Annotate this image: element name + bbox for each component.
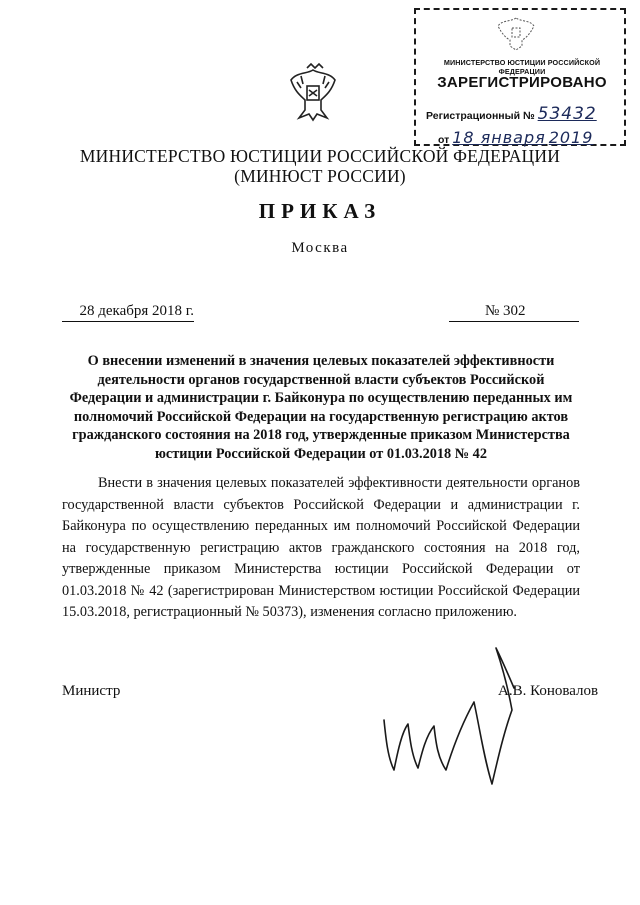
order-date: 28 декабря 2018 г. (62, 303, 194, 322)
stamp-reg-label: Регистрационный № (426, 110, 535, 122)
stamp-registered-label: ЗАРЕГИСТРИРОВАНО (437, 74, 607, 91)
stamp-reg-year: 2019 (548, 128, 594, 147)
stamp-reg-date: 18 января (452, 128, 546, 147)
order-body: Внести в значения целевых показателей эффективности деятельности органов государственной власти субъектов Российской Федерации и администрации г. Байконура по осуществлению переданных им полномочий Российской Федерации на государственную регистрацию актов гражданского состояния на 2018 год, утвержденные приказом Министерства юстиции Российской Федерации от 01.03.2018 № 42 (зарегистрирован Министерством юстиции Российской Федерации 15.03.2018, регистрационный № 50373), изменения согласно приложению. (62, 475, 580, 620)
handwritten-signature (372, 640, 542, 790)
coat-of-arms-icon (287, 62, 339, 122)
ministry-name-line: МИНИСТЕРСТВО ЮСТИЦИИ РОССИЙСКОЙ ФЕДЕРАЦИИ (79, 146, 561, 166)
city: Москва (291, 240, 349, 256)
stamp-from-label: от (438, 134, 450, 146)
document-type: ПРИКАЗ (258, 199, 382, 223)
stamp-ministry-name: МИНИСТЕРСТВО ЮСТИЦИИ РОССИЙСКОЙ ФЕДЕРАЦИИ (443, 58, 601, 76)
registration-stamp (414, 8, 626, 146)
ministry-short-name: (МИНЮСТ РОССИИ) (234, 166, 406, 186)
ministry-name (60, 146, 580, 186)
order-number: № 302 (449, 303, 579, 322)
order-subject: О внесении изменений в значения целевых показателей эффективности деятельности органов государственной власти субъектов Российской Федерации и администрации г. Байконура по осуществлению переданных им полномочий Российской Федерации на государственную регистрацию актов гражданского состояния на 2018 год, утвержденные приказом Министерства юстиции Российской Федерации от 01.03.2018 № 42 (69, 353, 573, 462)
stamp-reg-number: 53432 (537, 104, 597, 124)
stamp-date-row (438, 128, 593, 147)
stamp-reg-number-row (426, 104, 597, 124)
signatory-name: А.В. Коновалов (498, 683, 599, 699)
signatory-title: Министр (62, 683, 121, 699)
stamp-eagle-icon (496, 14, 536, 52)
